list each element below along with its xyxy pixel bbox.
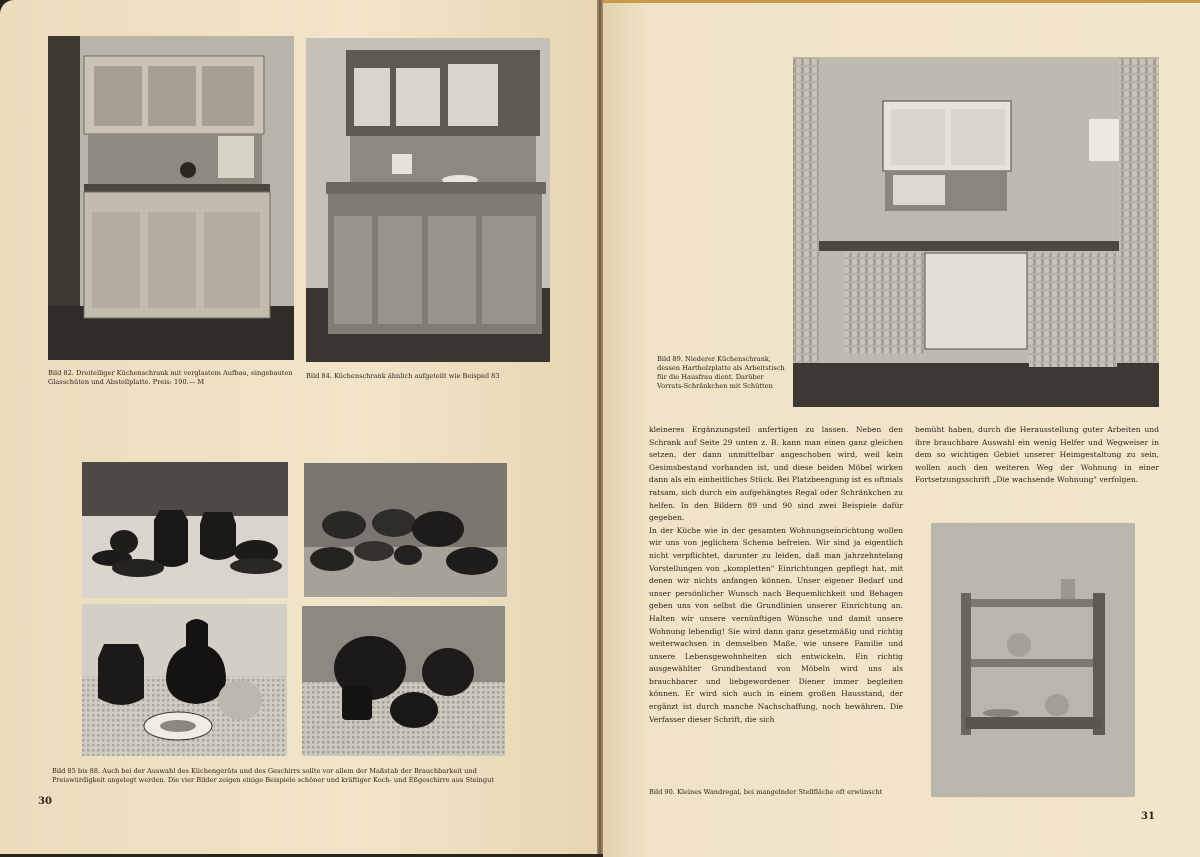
caption-fig85-88: Bild 85 bis 88. Auch bei der Auswahl des Küchengeräts und des Geschirrs sollte vor allem der Maßstab der Brauchbarkeit und Preiswürdigkeit angelegt werden. Die vier Bilder zeigen einige Beispiele schöner und kräftiger Koch- und Eßgeschirre aus Steingut [52, 767, 495, 784]
caption-fig89: Bild 89. Niederer Küchenschrank, dessen Hartholzplatte als Arbeitstisch für die Hausfrau dient. Darüber Vorrats-Schränkchen mit Schütten [657, 355, 785, 390]
text-column-2 [915, 424, 1159, 487]
caption-fig90: Bild 90. Kleines Wandregal, bei mangelnder Stellfläche oft erwünscht [649, 788, 883, 796]
photo-tableware-85 [82, 462, 288, 598]
photo-tableware-86 [304, 463, 507, 597]
caption-fig84: Bild 84. Küchenschrank ähnlich aufgeteilt wie Beispiel 83 [306, 372, 500, 380]
photo-wall-shelf-90 [931, 523, 1135, 797]
photo-low-kitchen-cabinet-89 [793, 57, 1159, 407]
page-number-left: 30 [38, 796, 52, 807]
paragraph-1: kleineres Ergänzungsteil anfertigen zu lassen. Neben den Schrank auf Seite 29 unten z. B. kann man einen ganz gleichen setzen, der dann unmittelbar angeschoben wird, weil kein Gesimsbestand vorhanden ist, und diese beiden Möbel wirken dann als ein einheitliches Stück. Bei Platzbeengung ist es oftmals ratsam, sich durch ein aufgehängtes Regal oder Schränkchen zu helfen. In den Bildern 89 und 90 sind zwei Beispiele dafür gegeben. [649, 425, 903, 523]
left-page [0, 0, 597, 854]
photo-kitchen-cabinet-82 [48, 36, 294, 360]
photo-tableware-87 [82, 604, 287, 756]
text-column-1 [649, 424, 903, 726]
caption-fig82: Bild 82. Dreiteiliger Küchenschrank mit verglastem Aufbau, eingebauten Glasschüten und Abstellplatte. Preis: 190.— M [48, 369, 293, 386]
paragraph-3: bemüht haben, durch die Herausstellung guter Arbeiten und ihre brauchbare Auswahl ein wenig Helfer und Wegweiser in dem so wichtigen Gebiet unserer Heimgestaltung zu sein, wollen auch den weiteren Weg der Wohnung in einer Fortsetzungsschrift „Die wachsende Wohnung" verfolgen. [915, 425, 1159, 485]
paragraph-2: In der Küche wie in der gesamten Wohnungseinrichtung wollen wir uns von jeglichem Schema befreien. Wir sind ja eigentlich nicht verpflichtet, darunter zu leiden, daß man jahrzehntelang Vorstellungen von „kompletten" Einrichtungen gepflegt hat, mit denen wir nichts anfangen können. Unser eigener Bedarf und unser persönlicher Wunsch nach Bequemlichkeit und Behagen geben uns von selbst die Grundlinien unserer Einrichtung an. Halten wir unsere vernünftigen Wünsche und damit unsere Wohnung lebendig! Sie wird dann ganz gesetzmäßig und richtig weiterwachsen in demselben Maße, wie unsere Familie und unsere Lebensgewohnheiten sich entwickeln. Ein richtig ausgewählter Grundbestand von Möbeln wird uns als brauchbarer und liebgewordener Diener immer begleiten können. Er wird sich auch in einem großen Hausstand, der ergänzt ist durch manche Nachschaffung, noch bewähren. Die Verfasser dieser Schrift, die sich [649, 525, 903, 724]
right-page [603, 0, 1200, 857]
photo-tableware-88 [302, 606, 505, 756]
photo-kitchen-cabinet-84 [306, 38, 550, 362]
page-number-right: 31 [1141, 811, 1155, 822]
